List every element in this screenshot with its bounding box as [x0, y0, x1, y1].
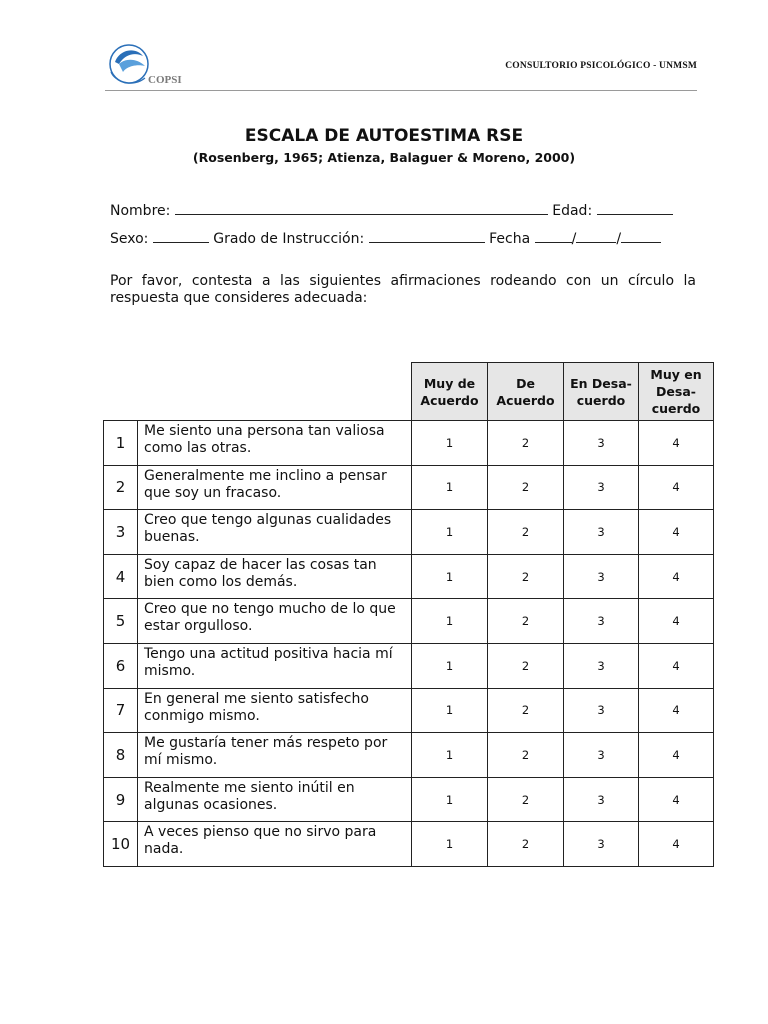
item-statement: A veces pienso que no sirvo para nada. — [138, 822, 412, 867]
sex-education-date-line — [110, 229, 661, 247]
page-header — [105, 42, 697, 92]
item-statement: En general me siento satisfecho conmigo mismo. — [138, 688, 412, 733]
response-option[interactable]: 3 — [564, 465, 639, 510]
response-option[interactable]: 2 — [488, 599, 564, 644]
response-option[interactable]: 4 — [639, 733, 714, 778]
nombre-label: Nombre: — [110, 203, 171, 219]
table-row — [104, 822, 714, 867]
table-row — [104, 510, 714, 555]
item-number: 6 — [104, 643, 138, 688]
response-option[interactable]: 1 — [412, 688, 488, 733]
header-de-acuerdo: De Acuerdo — [488, 363, 564, 421]
item-statement: Realmente me siento inútil en algunas ocasiones. — [138, 777, 412, 822]
edad-field[interactable] — [597, 201, 673, 215]
item-statement: Me gustaría tener más respeto por mí mismo. — [138, 733, 412, 778]
response-option[interactable]: 3 — [564, 421, 639, 466]
item-number: 4 — [104, 554, 138, 599]
table-row — [104, 554, 714, 599]
fecha-label: Fecha — [489, 231, 531, 247]
table-row — [104, 421, 714, 466]
grado-label: Grado de Instrucción: — [213, 231, 365, 247]
table-row — [104, 777, 714, 822]
empty-header-cell — [104, 363, 138, 421]
response-option[interactable]: 3 — [564, 822, 639, 867]
table-row — [104, 599, 714, 644]
response-option[interactable]: 2 — [488, 421, 564, 466]
document-subtitle: (Rosenberg, 1965; Atienza, Balaguer & Moreno, 2000) — [192, 150, 576, 165]
response-option[interactable]: 1 — [412, 822, 488, 867]
response-option[interactable]: 2 — [488, 510, 564, 555]
item-number: 9 — [104, 777, 138, 822]
response-option[interactable]: 3 — [564, 777, 639, 822]
empty-header-cell — [138, 363, 412, 421]
item-number: 5 — [104, 599, 138, 644]
response-option[interactable]: 2 — [488, 822, 564, 867]
item-statement: Me siento una persona tan valiosa como las otras. — [138, 421, 412, 466]
response-option[interactable]: 2 — [488, 643, 564, 688]
fecha-month-field[interactable] — [576, 229, 616, 243]
header-muy-en-desacuerdo: Muy en Desa- cuerdo — [639, 363, 714, 421]
organization-name: CONSULTORIO PSICOLÓGICO - UNMSM — [505, 61, 697, 71]
edad-label: Edad: — [552, 203, 593, 219]
response-option[interactable]: 3 — [564, 510, 639, 555]
table-row — [104, 688, 714, 733]
grado-field[interactable] — [369, 229, 485, 243]
response-option[interactable]: 4 — [639, 465, 714, 510]
item-number: 10 — [104, 822, 138, 867]
response-option[interactable]: 1 — [412, 733, 488, 778]
response-option[interactable]: 2 — [488, 554, 564, 599]
response-option[interactable]: 3 — [564, 554, 639, 599]
response-option[interactable]: 2 — [488, 465, 564, 510]
response-option[interactable]: 2 — [488, 688, 564, 733]
response-option[interactable]: 4 — [639, 510, 714, 555]
table-row — [104, 643, 714, 688]
item-number: 7 — [104, 688, 138, 733]
item-number: 1 — [104, 421, 138, 466]
sexo-label: Sexo: — [110, 231, 149, 247]
header-divider — [105, 90, 697, 91]
item-statement: Generalmente me inclino a pensar que soy un fracaso. — [138, 465, 412, 510]
item-number: 8 — [104, 733, 138, 778]
header-row — [104, 363, 714, 421]
response-option[interactable]: 3 — [564, 733, 639, 778]
header-en-desacuerdo: En Desa- cuerdo — [564, 363, 639, 421]
name-age-line — [110, 201, 673, 219]
response-option[interactable]: 4 — [639, 421, 714, 466]
response-option[interactable]: 3 — [564, 643, 639, 688]
document-title: ESCALA DE AUTOESTIMA RSE — [244, 126, 524, 146]
item-statement: Creo que tengo algunas cualidades buenas. — [138, 510, 412, 555]
response-option[interactable]: 1 — [412, 554, 488, 599]
item-statement: Creo que no tengo mucho de lo que estar orgulloso. — [138, 599, 412, 644]
nombre-field[interactable] — [175, 201, 548, 215]
response-option[interactable]: 3 — [564, 599, 639, 644]
response-option[interactable]: 1 — [412, 421, 488, 466]
response-option[interactable]: 1 — [412, 643, 488, 688]
rse-scale-table — [103, 362, 714, 867]
logo-text: COPSI — [148, 74, 182, 86]
response-option[interactable]: 4 — [639, 688, 714, 733]
response-option[interactable]: 4 — [639, 554, 714, 599]
sexo-field[interactable] — [153, 229, 209, 243]
header-muy-de-acuerdo: Muy de Acuerdo — [412, 363, 488, 421]
item-number: 3 — [104, 510, 138, 555]
response-option[interactable]: 4 — [639, 822, 714, 867]
response-option[interactable]: 1 — [412, 510, 488, 555]
table-row — [104, 465, 714, 510]
response-option[interactable]: 4 — [639, 777, 714, 822]
response-option[interactable]: 1 — [412, 777, 488, 822]
response-option[interactable]: 1 — [412, 599, 488, 644]
table-row — [104, 733, 714, 778]
response-option[interactable]: 3 — [564, 688, 639, 733]
response-option[interactable]: 2 — [488, 777, 564, 822]
response-option[interactable]: 2 — [488, 733, 564, 778]
response-option[interactable]: 1 — [412, 465, 488, 510]
instructions: Por favor, contesta a las siguientes afirmaciones rodeando con un círculo la respuesta que consideres adecuada: — [110, 273, 696, 306]
date-separator: / — [616, 231, 622, 247]
fecha-day-field[interactable] — [535, 229, 572, 243]
response-option[interactable]: 4 — [639, 599, 714, 644]
item-statement: Soy capaz de hacer las cosas tan bien como los demás. — [138, 554, 412, 599]
response-option[interactable]: 4 — [639, 643, 714, 688]
item-number: 2 — [104, 465, 138, 510]
fecha-year-field[interactable] — [621, 229, 661, 243]
date-separator: / — [571, 231, 577, 247]
item-statement: Tengo una actitud positiva hacia mí mismo. — [138, 643, 412, 688]
